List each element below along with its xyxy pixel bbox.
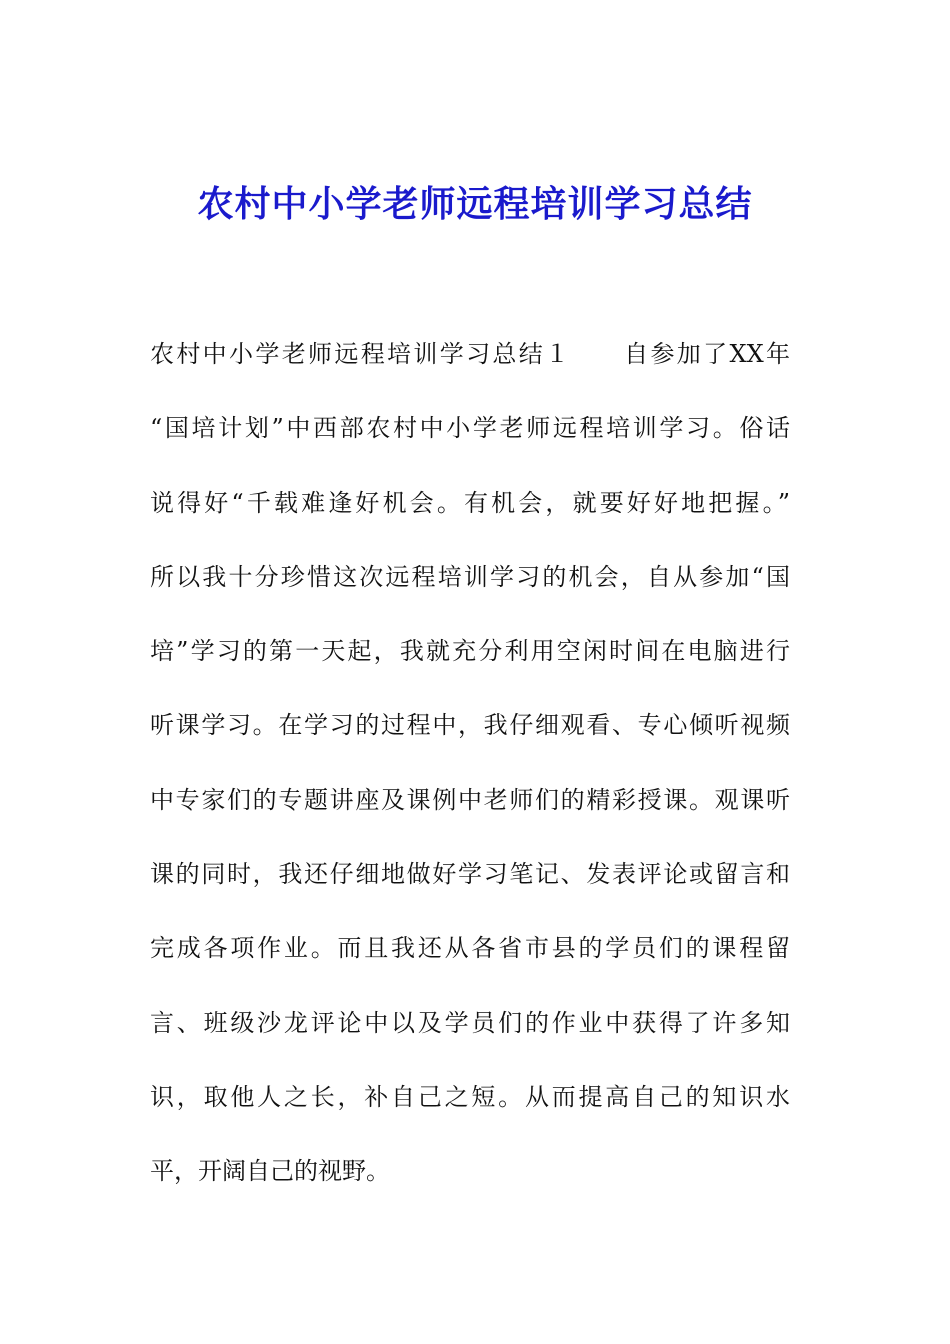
- body-line-9: 完成各项作业。而且我还从各省市县的学员们的课程留: [150, 934, 790, 963]
- body-line-6: 听课学习。在学习的过程中，我仔细观看、专心倾听视频: [150, 711, 790, 740]
- body-line-12: 平，开阔自己的视野。: [150, 1157, 390, 1186]
- body-line-1: 农村中小学老师远程培训学习总结１ 自参加了XX年: [150, 340, 790, 368]
- body-line-4: 所以我十分珍惜这次远程培训学习的机会，自从参加“国: [150, 562, 790, 591]
- body-line-8: 课的同时，我还仔细地做好学习笔记、发表评论或留言和: [150, 860, 790, 889]
- body-line-5: 培”学习的第一天起，我就充分利用空闲时间在电脑进行: [150, 637, 790, 666]
- body-line-3: 说得好“千载难逢好机会。有机会，就要好好地把握。”: [150, 488, 790, 517]
- document-title: 农村中小学老师远程培训学习总结: [197, 183, 753, 225]
- body-line-11: 识，取他人之长，补自己之短。从而提高自己的知识水: [150, 1082, 790, 1111]
- body-line-10: 言、班级沙龙评论中以及学员们的作业中获得了许多知: [150, 1008, 790, 1037]
- document-body: [150, 326, 790, 1218]
- body-line-2: “国培计划”中西部农村中小学老师远程培训学习。俗话: [150, 414, 790, 443]
- body-line-7: 中专家们的专题讲座及课例中老师们的精彩授课。观课听: [150, 785, 790, 814]
